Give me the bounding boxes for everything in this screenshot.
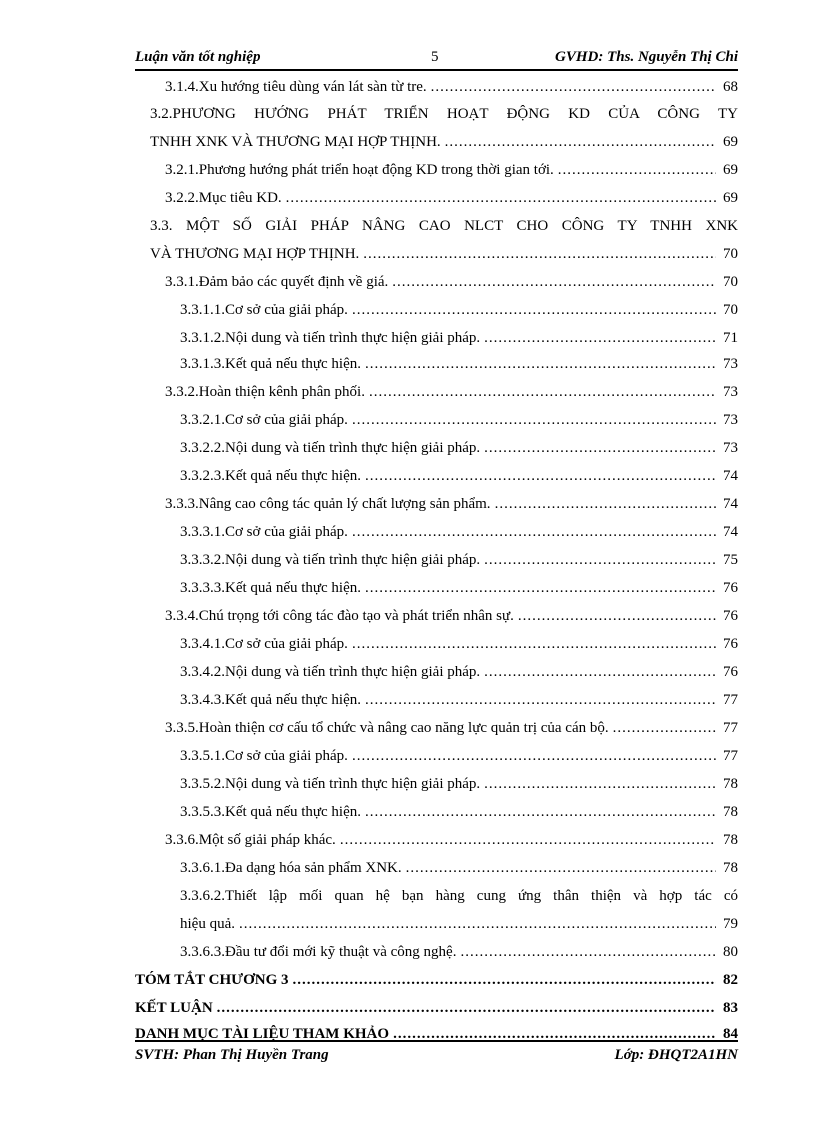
toc-entry-3-3-2-1[interactable]: 3.3.2.1.Cơ sở của giải pháp. ..... 73 <box>180 406 738 434</box>
toc-entry-3-3-6-1[interactable]: 3.3.6.1.Đa dạng hóa sản phẩm XNK. ..... 78 <box>180 854 738 882</box>
header-page-number: 5 <box>431 49 439 65</box>
toc-page-number: 78 <box>723 832 738 848</box>
toc-entry-3-1-4[interactable]: 3.1.4.Xu hướng tiêu dùng ván lát sàn từ tre. ..... 68 <box>165 73 738 101</box>
toc-entry-3-3-2[interactable]: 3.3.2.Hoàn thiện kênh phân phối. ..... 73 <box>165 378 738 406</box>
header-thesis-title: Luận văn tốt nghiệp <box>135 49 261 65</box>
toc-page-number: 82 <box>723 972 738 988</box>
toc-entry-3-3[interactable]: 3.3. MỘT SỐ GIẢI PHÁP NÂNG CAO NLCT CHO CÔNG TY TNHH XNK VÀ THƯƠNG MẠI HỢP THỊNH. ..... 70 <box>150 212 738 268</box>
toc-entry-3-3-1[interactable]: 3.3.1.Đảm bảo các quyết định về giá. ..... 70 <box>165 268 738 296</box>
toc-page-number: 74 <box>723 468 738 484</box>
toc-page-number: 76 <box>723 664 738 680</box>
toc-page-number: 77 <box>723 692 738 708</box>
toc-entry-conclusion[interactable]: KẾT LUẬN ..... 83 <box>135 994 738 1022</box>
toc-entry-3-3-5-2[interactable]: 3.3.5.2.Nội dung và tiến trình thực hiện giải pháp. ..... 78 <box>180 770 738 798</box>
toc-entry-chapter-3-summary[interactable]: TÓM TẮT CHƯƠNG 3 ..... 82 <box>135 966 738 994</box>
toc-page-number: 76 <box>723 636 738 652</box>
toc-page-number: 78 <box>723 776 738 792</box>
toc-entry-3-3-1-1[interactable]: 3.3.1.1.Cơ sở của giải pháp. ..... 70 <box>180 296 738 324</box>
toc-page-number: 79 <box>723 916 738 932</box>
toc-entry-3-3-3[interactable]: 3.3.3.Nâng cao công tác quản lý chất lượng sản phẩm. ..... 74 <box>165 490 738 518</box>
footer-class-code: Lớp: ĐHQT2A1HN <box>614 1047 738 1063</box>
toc-page-number: 73 <box>723 384 738 400</box>
toc-entry-3-3-6[interactable]: 3.3.6.Một số giải pháp khác. ..... 78 <box>165 826 738 854</box>
toc-page-number: 74 <box>723 524 738 540</box>
toc-page-number: 84 <box>723 1026 738 1042</box>
footer-student-name: SVTH: Phan Thị Huyền Trang <box>135 1047 329 1063</box>
toc-entry-3-3-4-2[interactable]: 3.3.4.2.Nội dung và tiến trình thực hiện giải pháp. ..... 76 <box>180 658 738 686</box>
toc-page-number: 70 <box>723 274 738 290</box>
toc-entry-references[interactable]: DANH MỤC TÀI LIỆU THAM KHẢO ..... 84 <box>135 1020 738 1048</box>
toc-page-number: 71 <box>723 330 738 346</box>
toc-entry-3-3-6-3[interactable]: 3.3.6.3.Đầu tư đổi mới kỹ thuật và công nghệ. ..... 80 <box>180 938 738 966</box>
toc-page-number: 83 <box>723 1000 738 1016</box>
toc-entry-3-3-1-3[interactable]: 3.3.1.3.Kết quả nếu thực hiện. ..... 73 <box>180 350 738 378</box>
toc-entry-3-3-5-1[interactable]: 3.3.5.1.Cơ sở của giải pháp. ..... 77 <box>180 742 738 770</box>
toc-page-number: 68 <box>723 79 738 95</box>
toc-entry-3-3-2-2[interactable]: 3.3.2.2.Nội dung và tiến trình thực hiện giải pháp. ..... 73 <box>180 434 738 462</box>
toc-page-number: 70 <box>723 302 738 318</box>
toc-entry-3-2[interactable]: 3.2.PHƯƠNG HƯỚNG PHÁT TRIỂN HOẠT ĐỘNG KD CỦA CÔNG TY TNHH XNK VÀ THƯƠNG MẠI HỢP THỊNH. ..... 69 <box>150 100 738 156</box>
toc-page-number: 80 <box>723 944 738 960</box>
toc-page-number: 78 <box>723 804 738 820</box>
toc-page-number: 77 <box>723 720 738 736</box>
toc-page-number: 73 <box>723 412 738 428</box>
toc-entry-3-2-2[interactable]: 3.2.2.Mục tiêu KD. ..... 69 <box>165 184 738 212</box>
toc-entry-3-2-1[interactable]: 3.2.1.Phương hướng phát triển hoạt động KD trong thời gian tới. ..... 69 <box>165 156 738 184</box>
toc-page-number: 70 <box>723 246 738 262</box>
toc-entry-3-3-5-3[interactable]: 3.3.5.3.Kết quả nếu thực hiện. ..... 78 <box>180 798 738 826</box>
toc-page-number: 69 <box>723 134 738 150</box>
toc-page-number: 74 <box>723 496 738 512</box>
toc-page-number: 77 <box>723 748 738 764</box>
toc-entry-3-3-5[interactable]: 3.3.5.Hoàn thiện cơ cấu tổ chức và nâng cao năng lực quản trị của cán bộ. ..... 77 <box>165 714 738 742</box>
toc-entry-3-3-6-2[interactable]: 3.3.6.2.Thiết lập mối quan hệ bạn hàng cung ứng thân thiện và hợp tác có hiệu quả. ..... 79 <box>180 882 738 938</box>
toc-entry-3-3-4-3[interactable]: 3.3.4.3.Kết quả nếu thực hiện. ..... 77 <box>180 686 738 714</box>
toc-page-number: 76 <box>723 580 738 596</box>
toc-page-number: 73 <box>723 440 738 456</box>
toc-page-number: 69 <box>723 190 738 206</box>
page-footer <box>135 1040 738 1064</box>
toc-page-number: 69 <box>723 162 738 178</box>
toc-entry-3-3-1-2[interactable]: 3.3.1.2.Nội dung và tiến trình thực hiện giải pháp. ..... 71 <box>180 324 738 352</box>
header-advisor: GVHD: Ths. Nguyễn Thị Chi <box>555 49 738 65</box>
toc-page-number: 78 <box>723 860 738 876</box>
toc-entry-3-3-3-1[interactable]: 3.3.3.1.Cơ sở của giải pháp. ..... 74 <box>180 518 738 546</box>
toc-entry-3-3-4-1[interactable]: 3.3.4.1.Cơ sở của giải pháp. ..... 76 <box>180 630 738 658</box>
toc-page-number: 76 <box>723 608 738 624</box>
toc-page-number: 73 <box>723 356 738 372</box>
toc-page-number: 75 <box>723 552 738 568</box>
toc-entry-3-3-4[interactable]: 3.3.4.Chú trọng tới công tác đào tạo và phát triển nhân sự. ..... 76 <box>165 602 738 630</box>
toc-entry-3-3-3-3[interactable]: 3.3.3.3.Kết quả nếu thực hiện. ..... 76 <box>180 574 738 602</box>
toc-entry-3-3-2-3[interactable]: 3.3.2.3.Kết quả nếu thực hiện. ..... 74 <box>180 462 738 490</box>
toc-entry-3-3-3-2[interactable]: 3.3.3.2.Nội dung và tiến trình thực hiện giải pháp. ..... 75 <box>180 546 738 574</box>
